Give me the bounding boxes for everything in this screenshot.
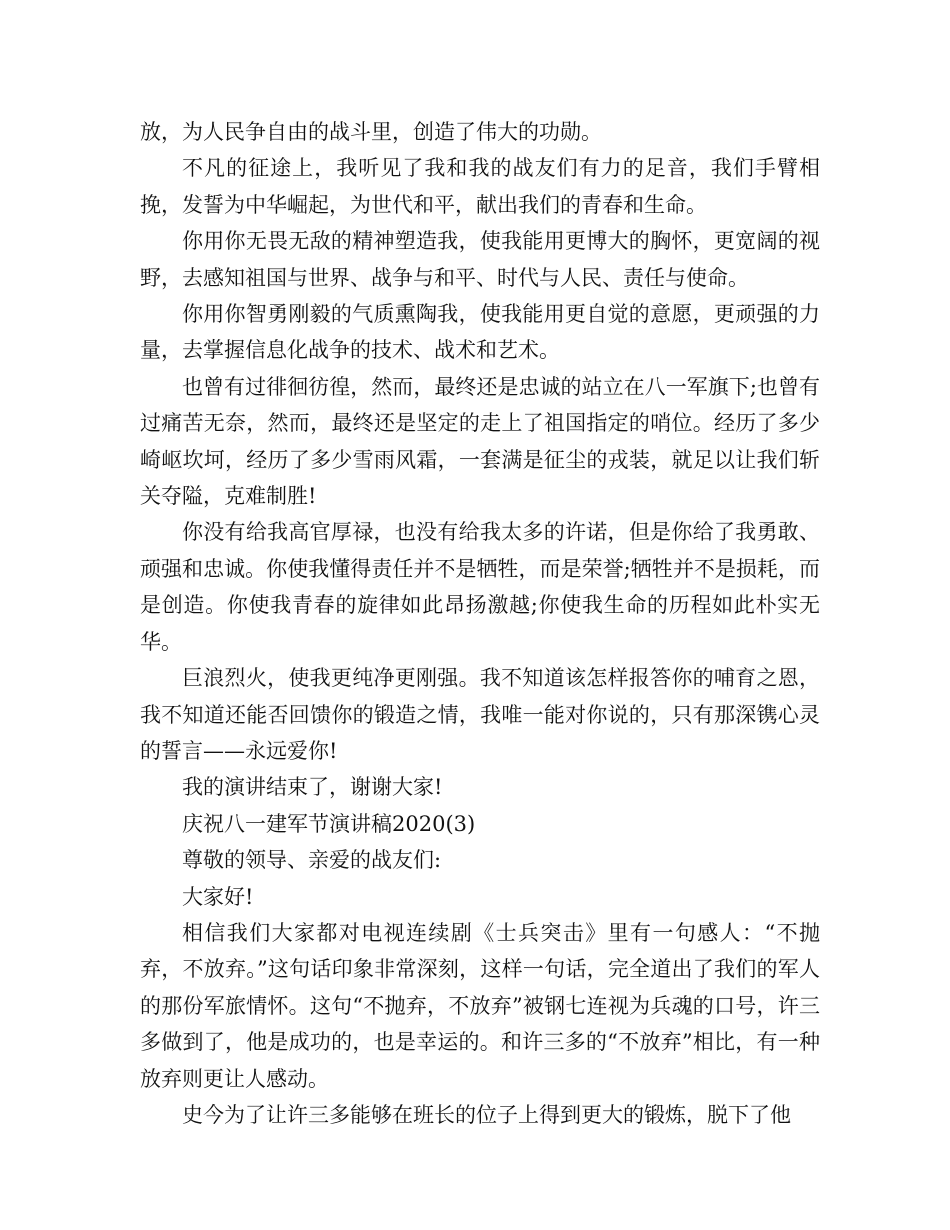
section-title: 庆祝八一建军节演讲稿2020(3)	[182, 811, 476, 836]
paragraph: 你用你智勇刚毅的气质熏陶我，使我能用更自觉的意愿，更顽强的力量，去掌握信息化战争的技术、战术和艺术。	[140, 302, 820, 363]
paragraph-continuation: 放，为人民争自由的战斗里，创造了伟大的功勋。	[140, 120, 602, 144]
closing-line: 我的演讲结束了，谢谢大家!	[182, 775, 443, 800]
paragraph: 史今为了让许三多能够在班长的位子上得到更大的锻炼，脱下了他	[182, 1102, 791, 1127]
salutation: 尊敬的领导、亲爱的战友们:	[182, 848, 442, 873]
paragraph: 也曾有过徘徊彷徨，然而，最终还是忠诚的站立在八一军旗下;也曾有过痛苦无奈，然而，最终还是坚定的走上了祖国指定的哨位。经历了多少崎岖坎坷，经历了多少雪雨风霜，一套满是征尘的戎装，就足以让我们斩关夺隘，克难制胜!	[140, 374, 820, 509]
document-body	[140, 114, 820, 1133]
paragraph: 相信我们大家都对电视连续剧《士兵突击》里有一句感人：“不抛弃，不放弃。”这句话印象非常深刻，这样一句话，完全道出了我们的军人的那份军旅情怀。这句“不抛弃，不放弃”被钢七连视为兵魂的口号，许三多做到了，他是成功的，也是幸运的。和许三多的“不放弃”相比，有一种放弃则更让人感动。	[140, 920, 820, 1091]
paragraph: 巨浪烈火，使我更纯净更刚强。我不知道该怎样报答你的哺育之恩，我不知道还能否回馈你的锻造之情，我唯一能对你说的，只有那深镌心灵的誓言——永远爱你!	[140, 666, 820, 763]
greeting: 大家好!	[182, 884, 254, 909]
paragraph: 你用你无畏无敌的精神塑造我，使我能用更博大的胸怀，更宽阔的视野，去感知祖国与世界、战争与和平、时代与人民、责任与使命。	[140, 229, 820, 290]
paragraph: 不凡的征途上，我听见了我和我的战友们有力的足音，我们手臂相挽，发誓为中华崛起，为世代和平，献出我们的青春和生命。	[140, 156, 820, 217]
paragraph: 你没有给我高官厚禄，也没有给我太多的许诺，但是你给了我勇敢、顽强和忠诚。你使我懂得责任并不是牺牲，而是荣誉;牺牲并不是损耗，而是创造。你使我青春的旋律如此昂扬激越;你使我生命的历程如此朴实无华。	[140, 520, 820, 654]
